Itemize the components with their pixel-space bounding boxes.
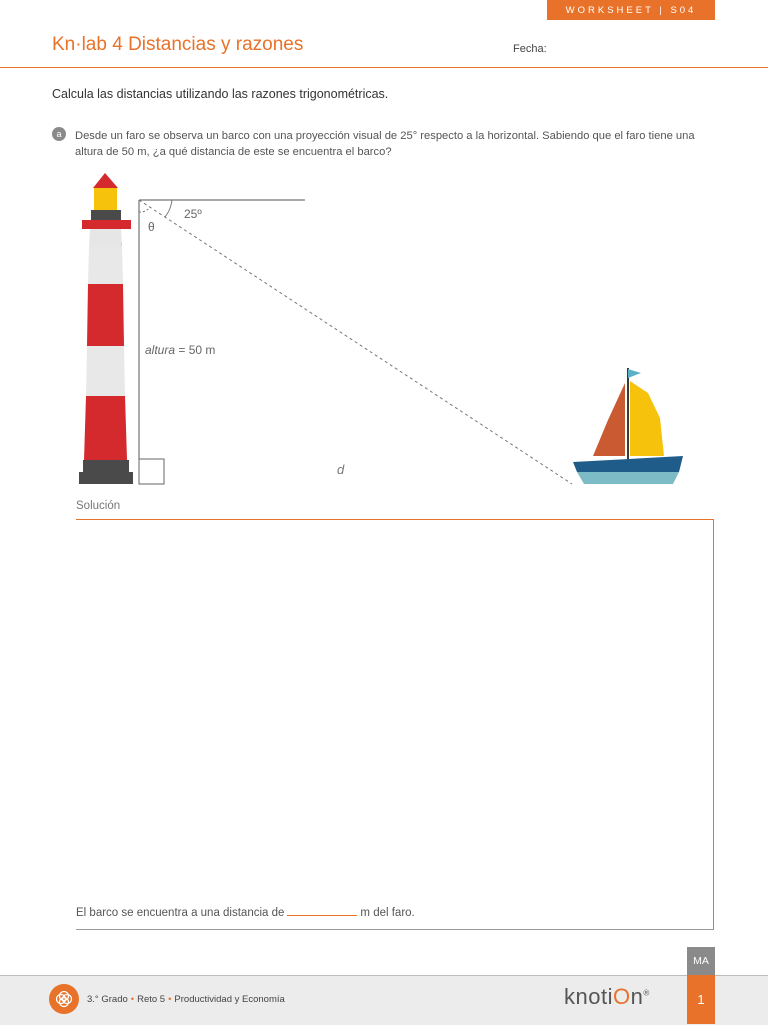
- footer-grade: 3.° Grado: [87, 994, 128, 1005]
- page-title: [52, 34, 303, 56]
- question-text: Desde un faro se observa un barco con una proyección visual de 25° respecto a la horizontal. Sabiendo que el faro tiene una altura de 50 m, ¿a qué distancia de este se encuentra el barco?: [75, 130, 695, 158]
- solution-area[interactable]: [76, 519, 714, 930]
- distance-label: d: [337, 462, 345, 477]
- height-value: = 50 m: [178, 343, 216, 357]
- page-number: 1: [687, 975, 715, 1024]
- header-divider: [0, 67, 768, 68]
- height-label: [145, 343, 215, 357]
- theta-label: θ: [148, 220, 155, 234]
- answer-suffix: m del faro.: [360, 907, 415, 919]
- footer-challenge: Reto 5: [137, 994, 166, 1005]
- title-main: Distancias y razones: [128, 34, 304, 55]
- answer-blank[interactable]: [287, 905, 357, 916]
- brand-text-o: O: [612, 984, 631, 1009]
- instruction-text: Calcula las distancias utilizando las razones trigonométricas.: [52, 87, 389, 101]
- problem-figure: [0, 165, 768, 495]
- footer-topic: Productividad y Economía: [174, 994, 285, 1005]
- question-badge: a: [52, 127, 66, 141]
- subject-tab: MA: [687, 947, 715, 975]
- solution-label: Solución: [76, 500, 121, 512]
- footer-course-info: 3.° Grado • Reto 5 • Productividad y Economía: [87, 994, 285, 1005]
- brand-text-a: knoti: [564, 984, 613, 1009]
- brand-logo: [564, 984, 650, 1010]
- brand-text-b: n: [630, 984, 644, 1009]
- answer-sentence: [76, 905, 415, 919]
- brand-registered: ®: [643, 988, 650, 998]
- answer-prefix: El barco se encuentra a una distancia de: [76, 907, 285, 919]
- worksheet-tab: WORKSHEET | S04: [547, 0, 715, 20]
- sailboat-illustration: [573, 368, 683, 484]
- date-label: Fecha:: [513, 43, 547, 55]
- angle-label: 25º: [184, 207, 202, 221]
- height-variable: altura: [145, 343, 176, 357]
- lighthouse-illustration: [79, 173, 133, 484]
- knotion-logo-icon: [49, 984, 79, 1014]
- title-prefix: Kn·lab 4: [52, 34, 123, 55]
